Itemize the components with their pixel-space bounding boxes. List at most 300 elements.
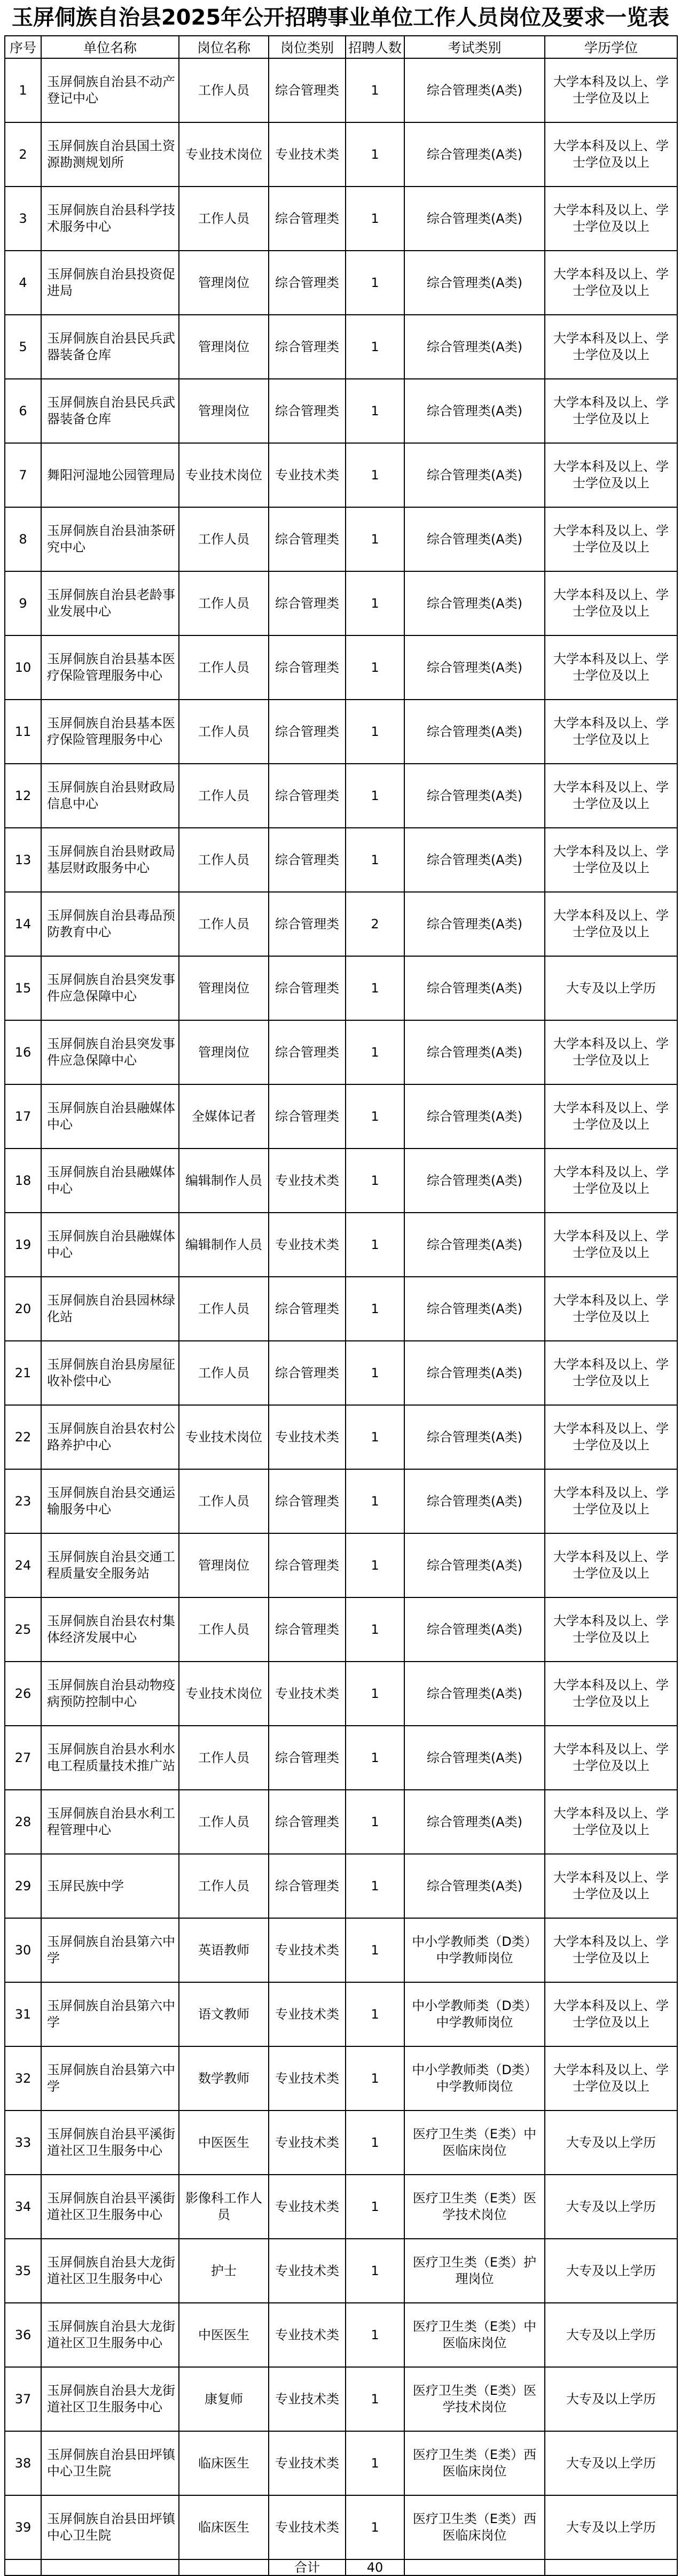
cell-no: 34 [5, 2175, 41, 2239]
cell-category: 专业技术类 [269, 2111, 346, 2175]
cell-education: 大学本科及以上、学士学位及以上 [545, 1533, 677, 1597]
cell-education: 大学本科及以上、学士学位及以上 [545, 58, 677, 122]
cell-exam: 医疗卫生类（E类）医学技术岗位 [404, 2175, 545, 2239]
table-row [5, 892, 677, 956]
cell-position: 管理岗位 [179, 251, 269, 315]
table-row [5, 315, 677, 379]
cell-education: 大学本科及以上、学士学位及以上 [545, 1213, 677, 1277]
cell-category: 综合管理类 [269, 379, 346, 443]
cell-position: 工作人员 [179, 1726, 269, 1790]
cell-unit: 玉屏侗族自治县平溪街道社区卫生服务中心 [41, 2111, 179, 2175]
cell-education: 大专及以上学历 [545, 2495, 677, 2559]
cell-category: 综合管理类 [269, 1084, 346, 1149]
cell-exam: 综合管理类(A类) [404, 1277, 545, 1341]
cell-education: 大专及以上学历 [545, 2239, 677, 2303]
cell-unit: 玉屏侗族自治县科学技术服务中心 [41, 187, 179, 251]
page-title: 玉屏侗族自治县2025年公开招聘事业单位工作人员岗位及要求一览表 [11, 5, 670, 30]
table-row [5, 571, 677, 635]
table-row [5, 443, 677, 507]
cell-education: 大学本科及以上、学士学位及以上 [545, 1854, 677, 1918]
cell-position: 工作人员 [179, 892, 269, 956]
cell-category: 综合管理类 [269, 571, 346, 635]
cell-count: 1 [346, 2495, 404, 2559]
cell-category: 专业技术类 [269, 2495, 346, 2559]
cell-exam: 医疗卫生类（E类）医学技术岗位 [404, 2367, 545, 2431]
cell-category: 专业技术类 [269, 2046, 346, 2111]
cell-category: 综合管理类 [269, 1854, 346, 1918]
cell-position: 工作人员 [179, 1469, 269, 1533]
cell-position: 中医医生 [179, 2111, 269, 2175]
cell-count: 1 [346, 187, 404, 251]
cell-education: 大学本科及以上、学士学位及以上 [545, 1405, 677, 1469]
cell-exam: 综合管理类(A类) [404, 828, 545, 892]
table-row [5, 187, 677, 251]
cell-position: 康复师 [179, 2367, 269, 2431]
cell-category: 综合管理类 [269, 1726, 346, 1790]
cell-category: 综合管理类 [269, 315, 346, 379]
total-blank-unit [41, 2559, 179, 2575]
cell-count: 1 [346, 1149, 404, 1213]
cell-education: 大专及以上学历 [545, 2175, 677, 2239]
cell-count: 1 [346, 1277, 404, 1341]
table-row [5, 1213, 677, 1277]
cell-category: 专业技术类 [269, 2239, 346, 2303]
cell-unit: 玉屏侗族自治县大龙街道社区卫生服务中心 [41, 2303, 179, 2367]
cell-exam: 综合管理类(A类) [404, 700, 545, 764]
cell-exam: 综合管理类(A类) [404, 571, 545, 635]
table-row [5, 828, 677, 892]
table-row [5, 1918, 677, 1982]
table-row [5, 122, 677, 187]
cell-category: 专业技术类 [269, 1213, 346, 1277]
cell-education: 大学本科及以上、学士学位及以上 [545, 443, 677, 507]
header-count: 招聘人数 [346, 36, 404, 58]
cell-exam: 综合管理类(A类) [404, 1533, 545, 1597]
cell-position: 管理岗位 [179, 379, 269, 443]
cell-position: 专业技术岗位 [179, 1662, 269, 1726]
cell-unit: 舞阳河湿地公园管理局 [41, 443, 179, 507]
cell-no: 6 [5, 379, 41, 443]
total-blank-no [5, 2559, 41, 2575]
cell-count: 1 [346, 1469, 404, 1533]
table-row [5, 2431, 677, 2495]
cell-category: 综合管理类 [269, 635, 346, 700]
cell-position: 英语教师 [179, 1918, 269, 1982]
total-blank-exam [404, 2559, 545, 2575]
cell-no: 39 [5, 2495, 41, 2559]
cell-education: 大学本科及以上、学士学位及以上 [545, 764, 677, 828]
cell-category: 综合管理类 [269, 1790, 346, 1854]
cell-unit: 玉屏侗族自治县水利工程管理中心 [41, 1790, 179, 1854]
cell-position: 临床医生 [179, 2431, 269, 2495]
cell-exam: 综合管理类(A类) [404, 1213, 545, 1277]
cell-position: 工作人员 [179, 1597, 269, 1662]
cell-category: 专业技术类 [269, 1662, 346, 1726]
cell-count: 1 [346, 1020, 404, 1084]
cell-education: 大学本科及以上、学士学位及以上 [545, 251, 677, 315]
cell-unit: 玉屏侗族自治县融媒体中心 [41, 1084, 179, 1149]
table-body [5, 58, 677, 2559]
cell-no: 26 [5, 1662, 41, 1726]
cell-category: 综合管理类 [269, 828, 346, 892]
cell-count: 1 [346, 58, 404, 122]
cell-no: 11 [5, 700, 41, 764]
cell-unit: 玉屏侗族自治县农村集体经济发展中心 [41, 1597, 179, 1662]
cell-count: 1 [346, 2046, 404, 2111]
cell-exam: 医疗卫生类（E类）中医临床岗位 [404, 2303, 545, 2367]
cell-category: 综合管理类 [269, 1597, 346, 1662]
table-row [5, 2495, 677, 2559]
cell-count: 1 [346, 828, 404, 892]
cell-education: 大学本科及以上、学士学位及以上 [545, 2046, 677, 2111]
header-unit: 单位名称 [41, 36, 179, 58]
cell-exam: 综合管理类(A类) [404, 764, 545, 828]
cell-exam: 综合管理类(A类) [404, 892, 545, 956]
header-row [5, 36, 677, 58]
cell-education: 大学本科及以上、学士学位及以上 [545, 315, 677, 379]
cell-count: 1 [346, 700, 404, 764]
cell-no: 27 [5, 1726, 41, 1790]
cell-no: 7 [5, 443, 41, 507]
cell-count: 1 [346, 1982, 404, 2046]
cell-position: 工作人员 [179, 187, 269, 251]
cell-no: 13 [5, 828, 41, 892]
cell-count: 1 [346, 1533, 404, 1597]
table-row [5, 2303, 677, 2367]
cell-unit: 玉屏侗族自治县第六中学 [41, 2046, 179, 2111]
cell-category: 专业技术类 [269, 1405, 346, 1469]
cell-exam: 综合管理类(A类) [404, 251, 545, 315]
cell-position: 管理岗位 [179, 1533, 269, 1597]
cell-count: 1 [346, 764, 404, 828]
cell-exam: 综合管理类(A类) [404, 956, 545, 1020]
cell-unit: 玉屏侗族自治县不动产登记中心 [41, 58, 179, 122]
cell-exam: 综合管理类(A类) [404, 635, 545, 700]
cell-count: 1 [346, 379, 404, 443]
cell-no: 31 [5, 1982, 41, 2046]
cell-position: 管理岗位 [179, 956, 269, 1020]
cell-education: 大学本科及以上、学士学位及以上 [545, 635, 677, 700]
cell-category: 综合管理类 [269, 700, 346, 764]
cell-exam: 综合管理类(A类) [404, 1149, 545, 1213]
cell-education: 大学本科及以上、学士学位及以上 [545, 1020, 677, 1084]
cell-count: 1 [346, 1084, 404, 1149]
table-row [5, 764, 677, 828]
cell-education: 大专及以上学历 [545, 2303, 677, 2367]
cell-position: 编辑制作人员 [179, 1213, 269, 1277]
cell-exam: 综合管理类(A类) [404, 315, 545, 379]
cell-education: 大学本科及以上、学士学位及以上 [545, 379, 677, 443]
cell-count: 1 [346, 1726, 404, 1790]
cell-no: 3 [5, 187, 41, 251]
table-row [5, 2111, 677, 2175]
cell-exam: 综合管理类(A类) [404, 443, 545, 507]
table-row [5, 379, 677, 443]
cell-unit: 玉屏侗族自治县融媒体中心 [41, 1149, 179, 1213]
cell-position: 中医医生 [179, 2303, 269, 2367]
cell-exam: 综合管理类(A类) [404, 1405, 545, 1469]
cell-category: 专业技术类 [269, 2175, 346, 2239]
cell-unit: 玉屏侗族自治县动物疫病预防控制中心 [41, 1662, 179, 1726]
cell-count: 1 [346, 1918, 404, 1982]
cell-no: 24 [5, 1533, 41, 1597]
cell-category: 综合管理类 [269, 251, 346, 315]
cell-no: 16 [5, 1020, 41, 1084]
cell-category: 专业技术类 [269, 443, 346, 507]
cell-exam: 综合管理类(A类) [404, 122, 545, 187]
cell-category: 专业技术类 [269, 2431, 346, 2495]
cell-count: 1 [346, 2111, 404, 2175]
cell-category: 综合管理类 [269, 764, 346, 828]
cell-count: 1 [346, 571, 404, 635]
cell-unit: 玉屏侗族自治县投资促进局 [41, 251, 179, 315]
cell-education: 大学本科及以上、学士学位及以上 [545, 1982, 677, 2046]
cell-count: 1 [346, 2239, 404, 2303]
cell-no: 18 [5, 1149, 41, 1213]
cell-category: 综合管理类 [269, 1277, 346, 1341]
cell-education: 大学本科及以上、学士学位及以上 [545, 892, 677, 956]
cell-unit: 玉屏侗族自治县第六中学 [41, 1918, 179, 1982]
cell-unit: 玉屏侗族自治县基本医疗保险管理服务中心 [41, 700, 179, 764]
cell-no: 35 [5, 2239, 41, 2303]
cell-category: 专业技术类 [269, 1149, 346, 1213]
cell-education: 大学本科及以上、学士学位及以上 [545, 1790, 677, 1854]
cell-unit: 玉屏侗族自治县水利水电工程质量技术推广站 [41, 1726, 179, 1790]
cell-no: 12 [5, 764, 41, 828]
cell-unit: 玉屏侗族自治县园林绿化站 [41, 1277, 179, 1341]
cell-position: 管理岗位 [179, 315, 269, 379]
cell-position: 工作人员 [179, 507, 269, 571]
cell-position: 工作人员 [179, 764, 269, 828]
cell-position: 工作人员 [179, 700, 269, 764]
cell-count: 1 [346, 635, 404, 700]
cell-exam: 综合管理类(A类) [404, 58, 545, 122]
cell-unit: 玉屏侗族自治县油茶研究中心 [41, 507, 179, 571]
table-row [5, 58, 677, 122]
header-category: 岗位类别 [269, 36, 346, 58]
cell-no: 10 [5, 635, 41, 700]
cell-position: 工作人员 [179, 1854, 269, 1918]
cell-exam: 医疗卫生类（E类）中医临床岗位 [404, 2111, 545, 2175]
table-row [5, 1277, 677, 1341]
cell-education: 大学本科及以上、学士学位及以上 [545, 1084, 677, 1149]
cell-unit: 玉屏侗族自治县田坪镇中心卫生院 [41, 2431, 179, 2495]
cell-category: 专业技术类 [269, 122, 346, 187]
total-label: 合计 [269, 2559, 346, 2575]
cell-no: 2 [5, 122, 41, 187]
cell-unit: 玉屏侗族自治县基本医疗保险管理服务中心 [41, 635, 179, 700]
cell-count: 1 [346, 1597, 404, 1662]
cell-education: 大专及以上学历 [545, 2431, 677, 2495]
cell-count: 1 [346, 1790, 404, 1854]
table-row [5, 1341, 677, 1405]
cell-unit: 玉屏侗族自治县民兵武器装备仓库 [41, 379, 179, 443]
cell-no: 21 [5, 1341, 41, 1405]
cell-education: 大学本科及以上、学士学位及以上 [545, 1341, 677, 1405]
cell-unit: 玉屏侗族自治县突发事件应急保障中心 [41, 956, 179, 1020]
cell-unit: 玉屏侗族自治县房屋征收补偿中心 [41, 1341, 179, 1405]
cell-exam: 综合管理类(A类) [404, 1020, 545, 1084]
cell-position: 工作人员 [179, 828, 269, 892]
cell-count: 1 [346, 2367, 404, 2431]
cell-no: 5 [5, 315, 41, 379]
cell-exam: 综合管理类(A类) [404, 507, 545, 571]
cell-category: 综合管理类 [269, 58, 346, 122]
total-blank-position [179, 2559, 269, 2575]
cell-unit: 玉屏侗族自治县民兵武器装备仓库 [41, 315, 179, 379]
cell-count: 1 [346, 122, 404, 187]
table-row [5, 1149, 677, 1213]
table-row [5, 2046, 677, 2111]
cell-position: 语文教师 [179, 1982, 269, 2046]
cell-position: 影像科工作人员 [179, 2175, 269, 2239]
table-row [5, 251, 677, 315]
cell-count: 1 [346, 1405, 404, 1469]
cell-position: 工作人员 [179, 1341, 269, 1405]
cell-education: 大学本科及以上、学士学位及以上 [545, 1726, 677, 1790]
cell-unit: 玉屏侗族自治县毒品预防教育中心 [41, 892, 179, 956]
cell-no: 30 [5, 1918, 41, 1982]
recruitment-table [4, 35, 678, 2576]
cell-category: 综合管理类 [269, 1020, 346, 1084]
cell-count: 1 [346, 1854, 404, 1918]
cell-count: 2 [346, 892, 404, 956]
cell-unit: 玉屏侗族自治县融媒体中心 [41, 1213, 179, 1277]
total-row [5, 2559, 677, 2575]
cell-exam: 综合管理类(A类) [404, 1854, 545, 1918]
table-row [5, 1726, 677, 1790]
cell-exam: 综合管理类(A类) [404, 1662, 545, 1726]
cell-exam: 综合管理类(A类) [404, 187, 545, 251]
cell-no: 19 [5, 1213, 41, 1277]
total-count: 40 [346, 2559, 404, 2575]
cell-unit: 玉屏侗族自治县第六中学 [41, 1982, 179, 2046]
cell-education: 大学本科及以上、学士学位及以上 [545, 187, 677, 251]
cell-no: 38 [5, 2431, 41, 2495]
table-row [5, 2175, 677, 2239]
cell-count: 1 [346, 2175, 404, 2239]
cell-unit: 玉屏侗族自治县财政局基层财政服务中心 [41, 828, 179, 892]
table-row [5, 956, 677, 1020]
cell-position: 工作人员 [179, 1277, 269, 1341]
cell-education: 大学本科及以上、学士学位及以上 [545, 1597, 677, 1662]
cell-exam: 中小学教师类（D类）中学教师岗位 [404, 2046, 545, 2111]
header-no: 序号 [5, 36, 41, 58]
cell-count: 1 [346, 507, 404, 571]
cell-exam: 综合管理类(A类) [404, 1341, 545, 1405]
cell-exam: 综合管理类(A类) [404, 1726, 545, 1790]
cell-no: 37 [5, 2367, 41, 2431]
cell-education: 大学本科及以上、学士学位及以上 [545, 1277, 677, 1341]
cell-position: 专业技术岗位 [179, 122, 269, 187]
cell-count: 1 [346, 1662, 404, 1726]
cell-exam: 综合管理类(A类) [404, 379, 545, 443]
cell-education: 大学本科及以上、学士学位及以上 [545, 1149, 677, 1213]
cell-count: 1 [346, 315, 404, 379]
cell-no: 14 [5, 892, 41, 956]
cell-unit: 玉屏民族中学 [41, 1854, 179, 1918]
table-row [5, 507, 677, 571]
cell-no: 1 [5, 58, 41, 122]
cell-category: 综合管理类 [269, 1341, 346, 1405]
cell-position: 护士 [179, 2239, 269, 2303]
table-row [5, 1405, 677, 1469]
table-row [5, 635, 677, 700]
cell-exam: 中小学教师类（D类）中学教师岗位 [404, 1918, 545, 1982]
header-education: 学历学位 [545, 36, 677, 58]
cell-unit: 玉屏侗族自治县大龙街道社区卫生服务中心 [41, 2239, 179, 2303]
cell-count: 1 [346, 251, 404, 315]
table-row [5, 1597, 677, 1662]
cell-no: 4 [5, 251, 41, 315]
cell-exam: 中小学教师类（D类）中学教师岗位 [404, 1982, 545, 2046]
cell-unit: 玉屏侗族自治县交通工程质量安全服务站 [41, 1533, 179, 1597]
cell-exam: 综合管理类(A类) [404, 1597, 545, 1662]
cell-education: 大学本科及以上、学士学位及以上 [545, 571, 677, 635]
cell-unit: 玉屏侗族自治县平溪街道社区卫生服务中心 [41, 2175, 179, 2239]
cell-unit: 玉屏侗族自治县田坪镇中心卫生院 [41, 2495, 179, 2559]
cell-unit: 玉屏侗族自治县财政局信息中心 [41, 764, 179, 828]
cell-no: 32 [5, 2046, 41, 2111]
table-row [5, 2367, 677, 2431]
cell-count: 1 [346, 443, 404, 507]
cell-no: 8 [5, 507, 41, 571]
cell-position: 临床医生 [179, 2495, 269, 2559]
table-row [5, 1020, 677, 1084]
cell-category: 专业技术类 [269, 2303, 346, 2367]
cell-count: 1 [346, 1213, 404, 1277]
cell-exam: 医疗卫生类（E类）护理岗位 [404, 2239, 545, 2303]
table-row [5, 700, 677, 764]
cell-no: 33 [5, 2111, 41, 2175]
cell-exam: 综合管理类(A类) [404, 1790, 545, 1854]
table-row [5, 1084, 677, 1149]
table-row [5, 1662, 677, 1726]
cell-position: 专业技术岗位 [179, 1405, 269, 1469]
table-row [5, 1469, 677, 1533]
cell-education: 大学本科及以上、学士学位及以上 [545, 1469, 677, 1533]
cell-category: 综合管理类 [269, 187, 346, 251]
header-exam: 考试类别 [404, 36, 545, 58]
cell-no: 20 [5, 1277, 41, 1341]
cell-education: 大专及以上学历 [545, 2367, 677, 2431]
cell-education: 大专及以上学历 [545, 956, 677, 1020]
cell-education: 大学本科及以上、学士学位及以上 [545, 1662, 677, 1726]
cell-count: 1 [346, 2303, 404, 2367]
cell-no: 15 [5, 956, 41, 1020]
cell-category: 综合管理类 [269, 892, 346, 956]
cell-category: 专业技术类 [269, 1982, 346, 2046]
cell-exam: 综合管理类(A类) [404, 1469, 545, 1533]
cell-unit: 玉屏侗族自治县突发事件应急保障中心 [41, 1020, 179, 1084]
cell-position: 工作人员 [179, 58, 269, 122]
cell-no: 29 [5, 1854, 41, 1918]
cell-category: 专业技术类 [269, 1918, 346, 1982]
cell-unit: 玉屏侗族自治县农村公路养护中心 [41, 1405, 179, 1469]
cell-position: 全媒体记者 [179, 1084, 269, 1149]
cell-position: 工作人员 [179, 571, 269, 635]
cell-no: 17 [5, 1084, 41, 1149]
cell-position: 专业技术岗位 [179, 443, 269, 507]
table-row [5, 1533, 677, 1597]
table-row [5, 1982, 677, 2046]
cell-no: 9 [5, 571, 41, 635]
table-row [5, 1790, 677, 1854]
cell-education: 大学本科及以上、学士学位及以上 [545, 828, 677, 892]
cell-unit: 玉屏侗族自治县老龄事业发展中心 [41, 571, 179, 635]
cell-position: 工作人员 [179, 1790, 269, 1854]
cell-position: 数学教师 [179, 2046, 269, 2111]
